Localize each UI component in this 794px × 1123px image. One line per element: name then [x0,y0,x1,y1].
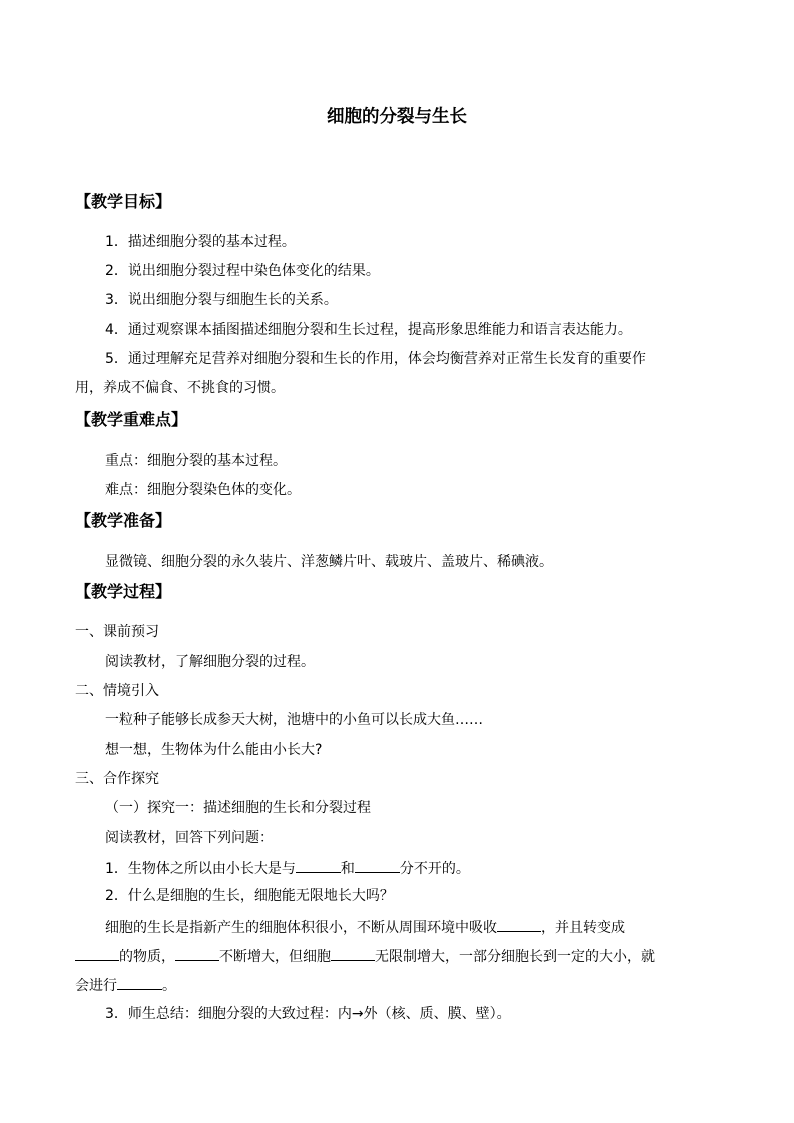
objective-item: 4．通过观察课本插图描述细胞分裂和生长过程，提高形象思维能力和语言表达能力。 [105,322,632,338]
answer-blank [331,945,375,961]
paragraph-text: 细胞的生长是指新产生的细胞体积很小，不断从周围环境中吸收 [105,920,497,936]
answer-blank [355,857,400,873]
answer-blank [75,945,119,961]
process-subtitle: （一）探究一：描述细胞的生长和分裂过程 [105,800,371,816]
key-point-item: 重点：细胞分裂的基本过程。 [105,453,287,469]
objective-item: 1．描述细胞分裂的基本过程。 [105,234,296,250]
objective-item: 3．说出细胞分裂与细胞生长的关系。 [105,292,338,308]
question-3: 3．师生总结：细胞分裂的大致过程：内→外（核、质、膜、壁）。 [105,1006,511,1022]
paragraph-text: ，并且转变成 [541,920,625,936]
answer-blank [175,945,219,961]
section-heading-key-points: 【教学重难点】 [75,410,188,429]
question-text: 分不开的。 [399,861,470,877]
paragraph-text: 无限制增大，一部分细胞长到一定的大小，就 [375,949,655,965]
process-text: 阅读教材，了解细胞分裂的过程。 [105,654,315,670]
question-text: 1．生物体之所以由小长大是与 [105,861,296,877]
answer-blank [296,857,341,873]
section-heading-process: 【教学过程】 [75,582,172,601]
answer-paragraph-line [75,945,655,967]
process-part-title: 二、情境引入 [75,683,159,699]
objective-item-continued: 用，养成不偏食、不挑食的习惯。 [75,380,285,396]
paragraph-text: 的物质， [119,949,175,965]
question-2: 2．什么是细胞的生长，细胞能无限地长大吗？ [105,888,394,904]
process-part-title: 一、课前预习 [75,624,159,640]
key-point-item: 难点：细胞分裂染色体的变化。 [105,482,301,498]
question-text: 和 [340,861,355,877]
section-heading-preparation: 【教学准备】 [75,511,172,530]
process-text: 一粒种子能够长成参天大树，池塘中的小鱼可以长成大鱼…… [105,712,483,728]
section-heading-objectives: 【教学目标】 [75,192,172,211]
process-text: 阅读教材，回答下列问题： [105,830,273,846]
objective-item: 2．说出细胞分裂过程中染色体变化的结果。 [105,263,380,279]
process-text: 想一想，生物体为什么能由小长大? [105,742,323,758]
question-1 [105,857,470,879]
answer-blank [117,974,162,990]
answer-blank [497,916,541,932]
objective-item: 5．通过理解充足营养对细胞分裂和生长的作用，体会均衡营养对正常生长发育的重要作 [105,351,646,367]
answer-paragraph-line [75,974,176,996]
paragraph-text: 不断增大，但细胞 [219,949,331,965]
answer-paragraph-line [105,916,625,938]
paragraph-text: 会进行 [75,978,117,994]
preparation-text: 显微镜、细胞分裂的永久装片、洋葱鳞片叶、载玻片、盖玻片、稀碘液。 [105,554,553,570]
process-part-title: 三、合作探究 [75,771,159,787]
page-title: 细胞的分裂与生长 [327,107,467,127]
paragraph-text: 。 [162,978,176,994]
